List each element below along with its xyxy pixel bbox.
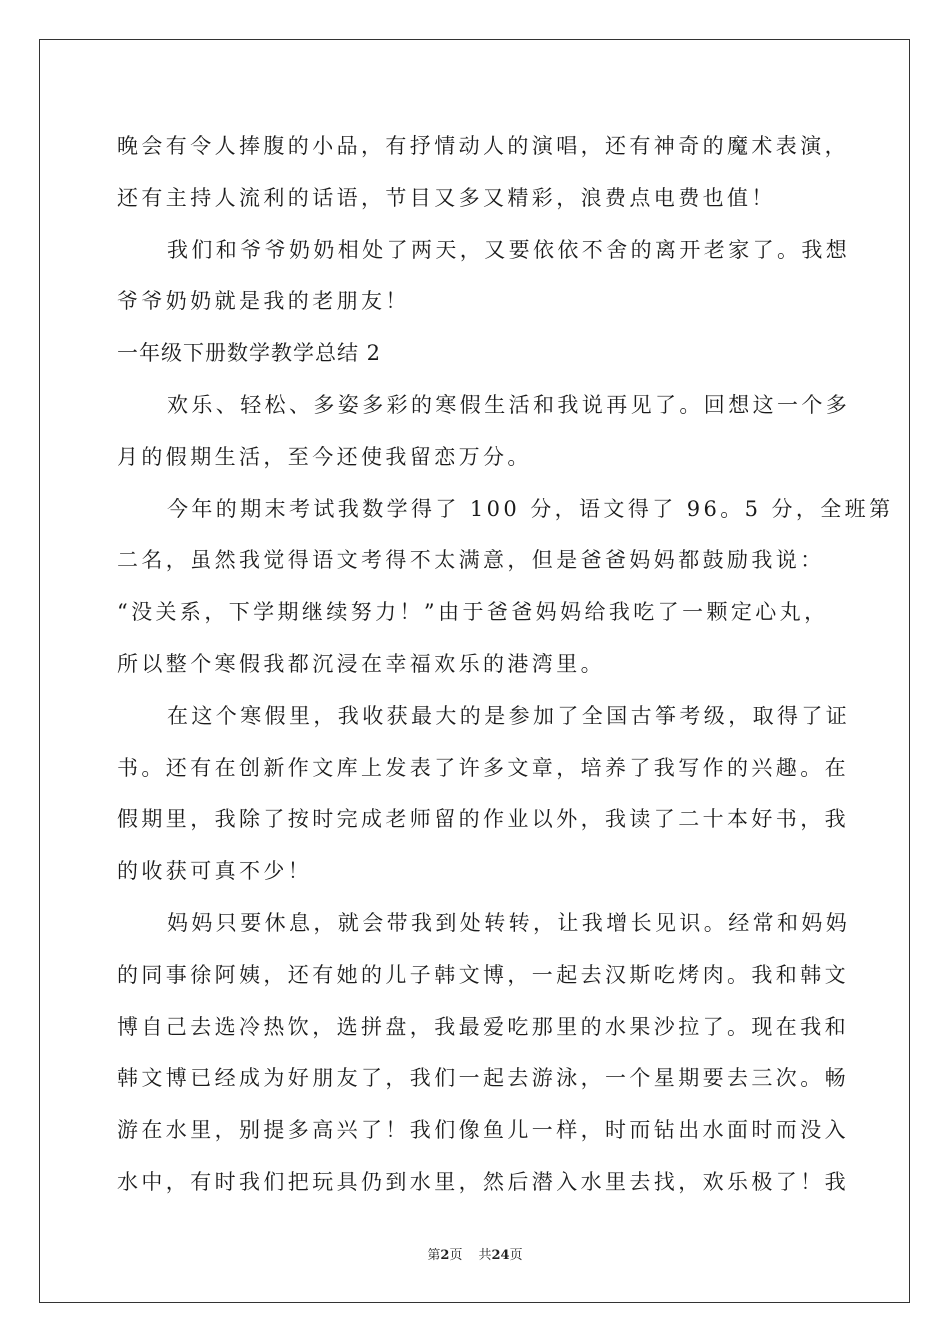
footer-page-unit: 页 xyxy=(449,1248,463,1263)
text-line: 妈妈只要休息，就会带我到处转转，让我增长见识。经常和妈妈 xyxy=(167,910,851,935)
text-line: 二名，虽然我觉得语文考得不太满意，但是爸爸妈妈都鼓励我说： xyxy=(117,548,825,573)
total-pages-number: 24 xyxy=(491,1248,510,1263)
footer-total-unit: 页 xyxy=(509,1248,523,1263)
current-page-number: 2 xyxy=(440,1248,450,1263)
text-line: 爷爷奶奶就是我的老朋友！ xyxy=(117,289,410,314)
text-line: 书。还有在创新作文库上发表了许多文章，培养了我写作的兴趣。在 xyxy=(117,755,849,780)
document-body xyxy=(117,124,894,1212)
section-heading: 一年级下册数学教学总结 2 xyxy=(117,341,382,366)
text-line: 博自己去选冷热饮，选拼盘，我最爱吃那里的水果沙拉了。现在我和 xyxy=(117,1014,849,1039)
text-line: 还有主持人流利的话语，节目又多又精彩，浪费点电费也值！ xyxy=(117,185,776,210)
text-line: 游在水里，别提多高兴了！我们像鱼儿一样，时而钻出水面时而没入 xyxy=(117,1118,849,1143)
text-line: 在这个寒假里，我收获最大的是参加了全国古筝考级，取得了证 xyxy=(167,703,851,728)
text-line: 韩文博已经成为好朋友了，我们一起去游泳，一个星期要去三次。畅 xyxy=(117,1066,849,1091)
text-line: 的收获可真不少！ xyxy=(117,859,313,884)
text-line: 晚会有令人捧腹的小品，有抒情动人的演唱，还有神奇的魔术表演， xyxy=(117,134,849,158)
footer-prefix: 第 xyxy=(427,1248,441,1263)
text-line: 欢乐、轻松、多姿多彩的寒假生活和我说再见了。回想这一个多 xyxy=(167,392,851,417)
text-line: 我们和爷爷奶奶相处了两天，又要依依不舍的离开老家了。我想 xyxy=(167,237,851,262)
text-line: 的同事徐阿姨，还有她的儿子韩文博，一起去汉斯吃烤肉。我和韩文 xyxy=(117,962,849,987)
text-line: 月的假期生活，至今还使我留恋万分。 xyxy=(117,444,532,469)
page-footer xyxy=(0,1247,950,1265)
footer-total-prefix: 共 xyxy=(478,1248,492,1263)
text-line: “没关系，下学期继续努力！”由于爸爸妈妈给我吃了一颗定心丸， xyxy=(117,600,829,625)
text-line: 假期里，我除了按时完成老师留的作业以外，我读了二十本好书，我 xyxy=(117,807,849,832)
text-line: 所以整个寒假我都沉浸在幸福欢乐的港湾里。 xyxy=(117,651,605,676)
text-line: 水中，有时我们把玩具仍到水里，然后潜入水里去找，欢乐极了！我 xyxy=(117,1169,849,1194)
text-line: 今年的期末考试我数学得了 100 分，语文得了 96。5 分，全班第 xyxy=(167,496,894,521)
